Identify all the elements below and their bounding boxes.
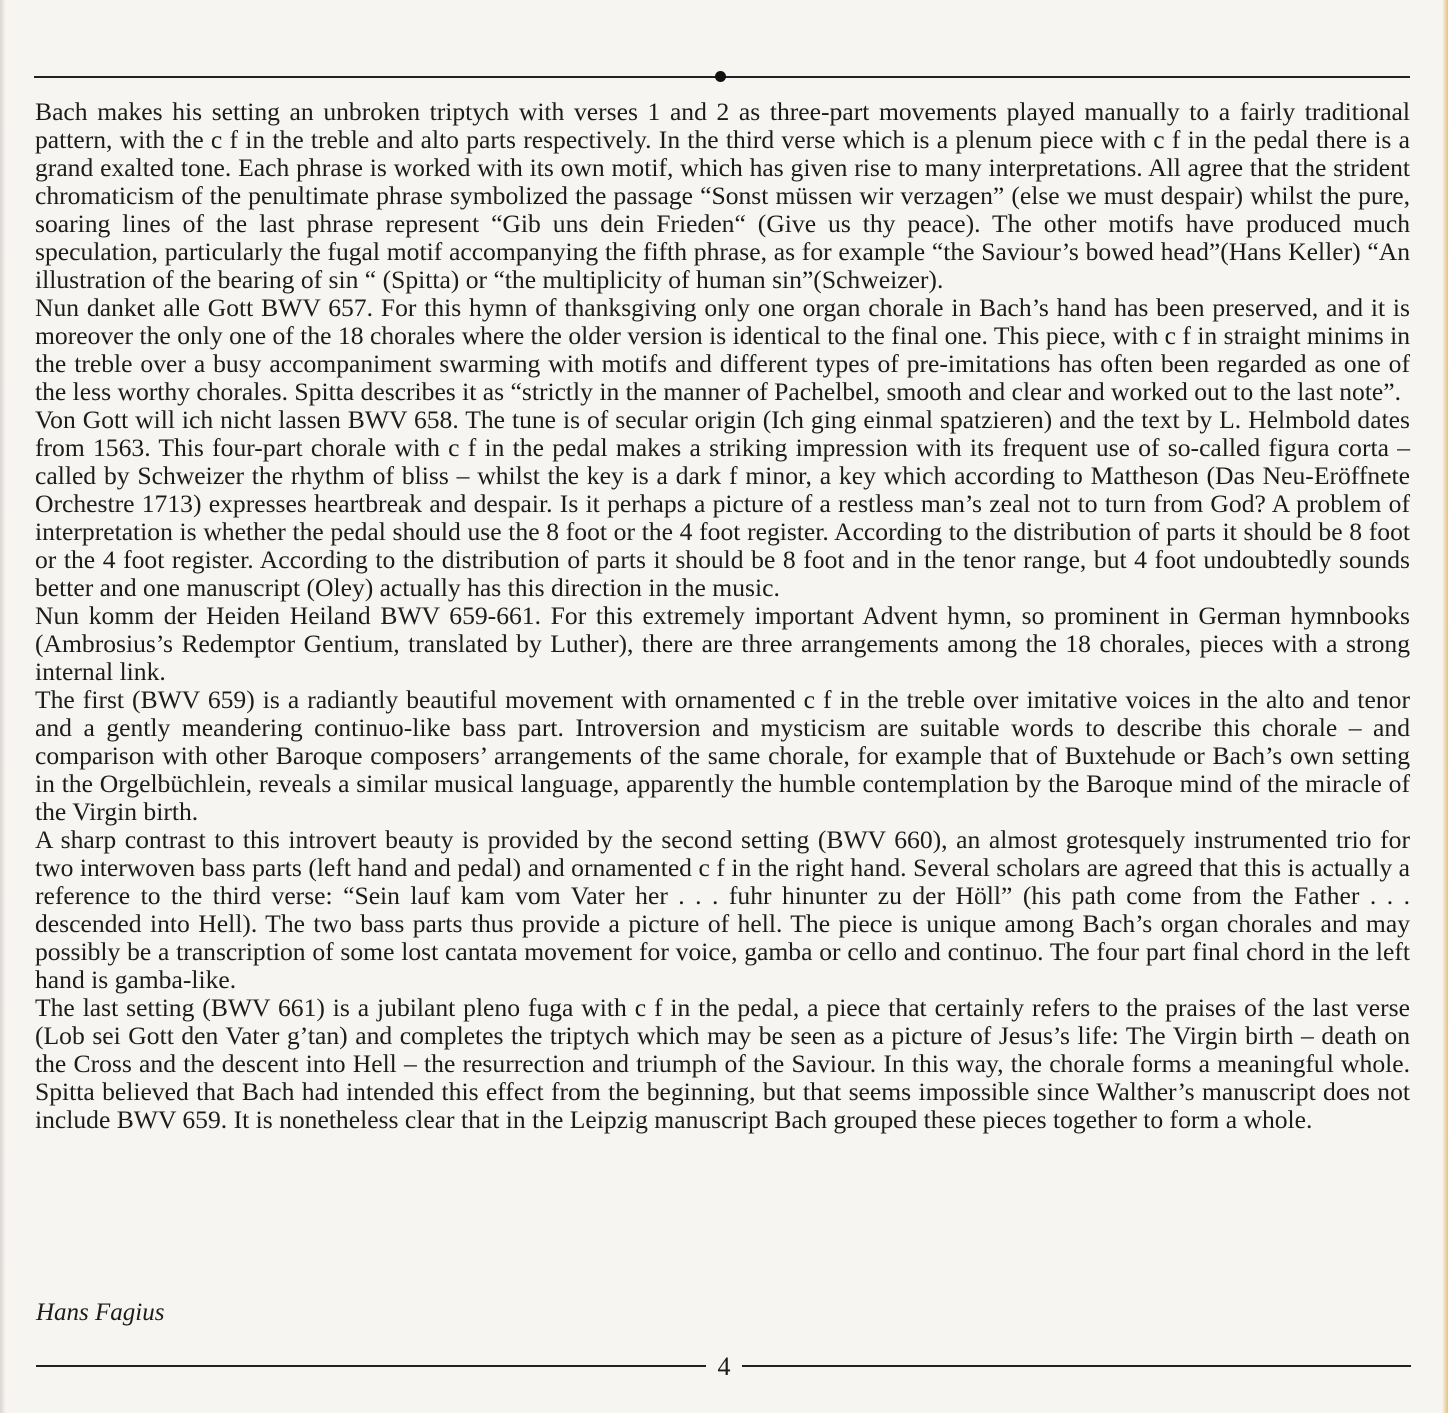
page-edge-right: [1442, 0, 1448, 1413]
paragraph-bwv-659: The first (BWV 659) is a radiantly beautiful movement with ornamented c f in the treble over imitative voices in the alto and tenor and a gently meandering continuo-like bass part. Introversion and mysticism are suitable words to describe this chorale – and comparison with other Baroque composers’ arrangements of the same chorale, for example that of Buxtehude or Bach’s own setting in the Orgelbüchlein, reveals a similar musical language, apparently the humble contemplation by the Baroque mind of the miracle of the Virgin birth.: [35, 685, 1410, 826]
paragraph-bwv-661: The last setting (BWV 661) is a jubilant pleno fuga with c f in the pedal, a piece that certainly refers to the praises of the last verse (Lob sei Gott den Vater g’tan) and completes the triptych which may be seen as a picture of Jesus’s life: The Virgin birth – death on the Cross and the descent into Hell – the resurrection and triumph of the Saviour. In this way, the chorale forms a meaningful whole. Spitta believed that Bach had intended this effect from the beginning, but that seems impossible since Walther’s manuscript does not include BWV 659. It is nonetheless clear that in the Leipzig manuscript Bach grouped these pieces together to form a whole.: [35, 993, 1410, 1134]
divider-dot-ornament: [715, 71, 726, 82]
author-signature: Hans Fagius: [36, 1299, 165, 1326]
paragraph-bwv-660: A sharp contrast to this introvert beauty is provided by the second setting (BWV 660), an almost grotesquely instrumented trio for two interwoven bass parts (left hand and pedal) and ornamented c f in the right hand. Several scholars are agreed that this is actually a reference to the third verse: “Sein lauf kam vom Vater her . . . fuhr hinunter zu der Höll” (his path come from the Father . . . descended into Hell). The two bass parts thus provide a picture of hell. The piece is unique among Bach’s organ chorales and may possibly be a transcription of some lost cantata movement for voice, gamba or cello and continuo. The four part final chord in the left hand is gamba-like.: [35, 825, 1410, 994]
paragraph-intro-triptych: Bach makes his setting an unbroken triptych with verses 1 and 2 as three-part movements played manually to a fairly traditional pattern, with the c f in the treble and alto parts respectively. In the third verse which is a plenum piece with c f in the pedal there is a grand exalted tone. Each phrase is worked with its own motif, which has given rise to many interpretations. All agree that the strident chromaticism of the penultimate phrase symbolized the passage “Sonst müssen wir verzagen” (else we must despair) whilst the pure, soaring lines of the last phrase represent “Gib uns dein Frieden“ (Give us thy peace). The other motifs have produced much speculation, particularly the fugal motif accompanying the fifth phrase, as for example “the Saviour’s bowed head”(Hans Keller) “An illustration of the bearing of sin “ (Spitta) or “the multiplicity of human sin”(Schweizer).: [35, 97, 1410, 294]
article-body: [35, 98, 1410, 1134]
page-edge-left: [0, 0, 6, 1413]
paragraph-bwv-658: Von Gott will ich nicht lassen BWV 658. The tune is of secular origin (Ich ging einmal spatzieren) and the text by L. Helmbold dates from 1563. This four-part chorale with c f in the pedal makes a striking impression with its frequent use of so-called figura corta – called by Schweizer the rhythm of bliss – whilst the key is a dark f minor, a key which according to Mattheson (Das Neu-Eröffnete Orchestre 1713) expresses heartbreak and despair. Is it perhaps a picture of a restless man’s zeal not to turn from God? A problem of interpretation is whether the pedal should use the 8 foot or the 4 foot register. According to the distribution of parts it should be 8 foot or the 4 foot register. According to the distribution of parts it should be 8 foot and in the tenor range, but 4 foot undoubtedly sounds better and one manuscript (Oley) actually has this direction in the music.: [35, 405, 1410, 602]
paragraph-bwv-657: Nun danket alle Gott BWV 657. For this hymn of thanksgiving only one organ chorale in Bach’s hand has been preserved, and it is moreover the only one of the 18 chorales where the older version is identical to the final one. This piece, with c f in straight minims in the treble over a busy accompaniment swarming with motifs and different types of pre-imitations has often been regarded as one of the less worthy chorales. Spitta describes it as “strictly in the manner of Pachelbel, smooth and clear and worked out to the last note”.: [35, 293, 1410, 406]
paragraph-bwv-659-661: Nun komm der Heiden Heiland BWV 659-661. For this extremely important Advent hymn, so prominent in German hymnbooks (Ambrosius’s Redemptor Gentium, translated by Luther), there are three arrangements among the 18 chorales, pieces with a strong internal link.: [35, 601, 1410, 686]
page-number: 4: [717, 1352, 731, 1381]
footer-rule-left: [36, 1365, 706, 1367]
footer-rule-right: [742, 1365, 1411, 1367]
